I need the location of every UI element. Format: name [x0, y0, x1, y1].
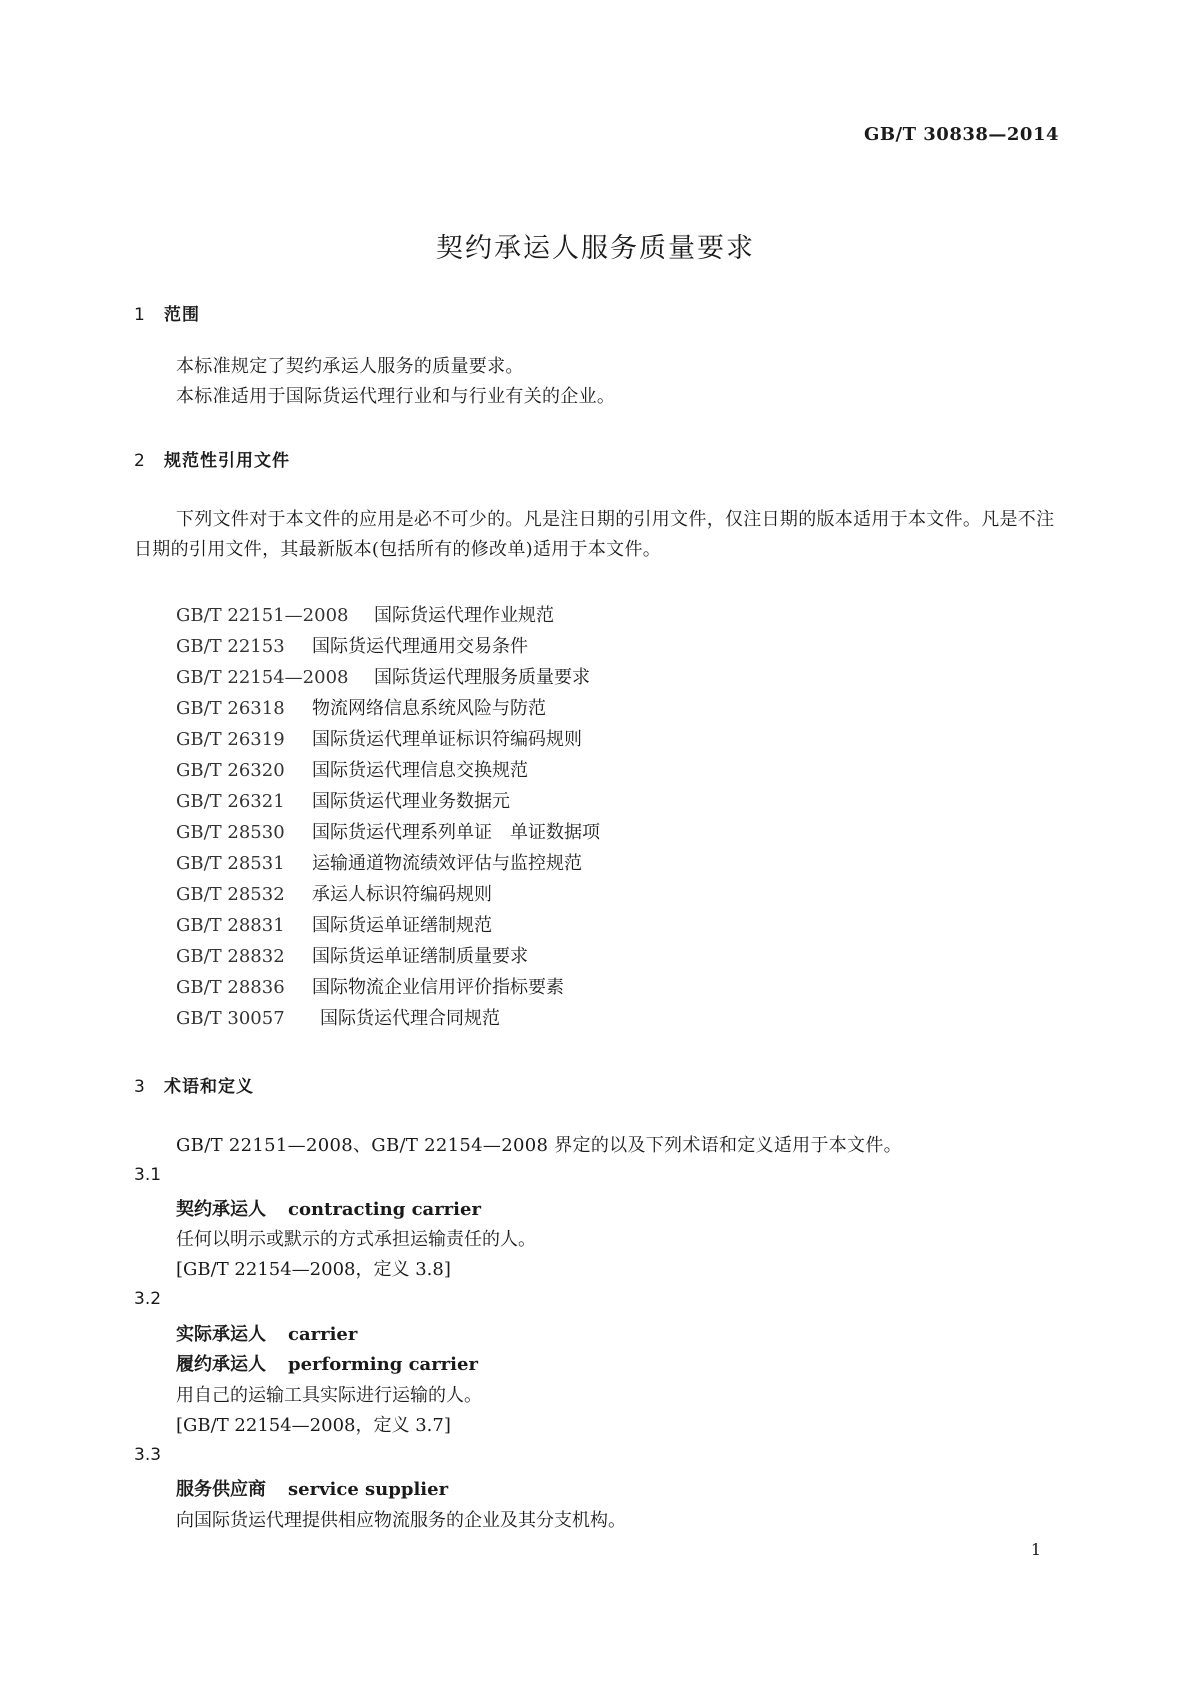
reference-title: 国际货运代理信息交换规范 — [312, 760, 528, 781]
term-name-zh: 契约承运人 — [176, 1199, 266, 1220]
reference-title: 国际货运代理合同规范 — [320, 1008, 500, 1029]
term-name-en: performing carrier — [288, 1354, 478, 1375]
term-name-zh: 实际承运人 — [176, 1324, 266, 1345]
reference-code: GB/T 26318 — [176, 698, 285, 719]
term-definition: 任何以明示或默示的方式承担运输责任的人。 — [176, 1229, 536, 1250]
reference-code: GB/T 22154—2008 — [176, 667, 349, 688]
reference-code: GB/T 28832 — [176, 946, 285, 967]
section-number: 2 — [134, 451, 146, 471]
reference-item — [176, 755, 600, 786]
reference-item — [176, 693, 600, 724]
term-definition: 用自己的运输工具实际进行运输的人。 — [176, 1385, 482, 1406]
reference-title: 物流网络信息系统风险与防范 — [312, 698, 546, 719]
reference-item — [176, 631, 600, 662]
section-number: 1 — [134, 305, 146, 325]
terms-intro: GB/T 22151—2008、GB/T 22154—2008 界定的以及下列术语和定义适用于本文件。 — [176, 1135, 902, 1156]
section-number: 3 — [134, 1077, 146, 1097]
reference-title: 国际货运代理作业规范 — [374, 605, 554, 626]
reference-item — [176, 972, 600, 1003]
reference-item — [176, 910, 600, 941]
reference-code: GB/T 26321 — [176, 791, 285, 812]
term-name — [176, 1195, 481, 1221]
normative-refs-intro: 下列文件对于本文件的应用是必不可少的。凡是注日期的引用文件，仅注日期的版本适用于本文件。凡是不注日期的引用文件，其最新版本(包括所有的修改单)适用于本文件。 — [134, 509, 1055, 560]
term-number: 3.2 — [134, 1289, 162, 1309]
reference-title: 国际货运代理通用交易条件 — [312, 636, 528, 657]
reference-item — [176, 879, 600, 910]
reference-title: 国际货运代理系列单证 单证数据项 — [312, 822, 600, 843]
reference-title: 国际货运单证缮制质量要求 — [312, 946, 528, 967]
section-title: 范围 — [164, 305, 200, 325]
reference-title: 国际货运代理服务质量要求 — [374, 667, 590, 688]
term-name — [176, 1350, 478, 1376]
scope-paragraph-1: 本标准规定了契约承运人服务的质量要求。 — [176, 356, 524, 377]
reference-title: 国际物流企业信用评价指标要素 — [312, 977, 564, 998]
reference-item — [176, 600, 600, 631]
term-name-zh: 履约承运人 — [176, 1354, 266, 1375]
term-name — [176, 1475, 448, 1501]
standard-code: GB/T 30838—2014 — [863, 124, 1059, 145]
reference-code: GB/T 28836 — [176, 977, 285, 998]
section-heading-scope — [134, 300, 200, 325]
reference-item — [176, 662, 600, 693]
reference-item — [176, 817, 600, 848]
reference-item — [176, 786, 600, 817]
term-number: 3.3 — [134, 1445, 162, 1465]
reference-title: 运输通道物流绩效评估与监控规范 — [312, 853, 582, 874]
section-title: 规范性引用文件 — [164, 451, 290, 471]
section-title: 术语和定义 — [164, 1077, 254, 1097]
section-heading-normative-refs — [134, 446, 290, 471]
section-heading-terms — [134, 1072, 254, 1097]
reference-code: GB/T 28531 — [176, 853, 285, 874]
term-name-zh: 服务供应商 — [176, 1479, 266, 1500]
reference-item — [176, 1003, 600, 1034]
reference-title: 国际货运代理业务数据元 — [312, 791, 510, 812]
document-title: 契约承运人服务质量要求 — [436, 233, 755, 264]
reference-code: GB/T 22153 — [176, 636, 285, 657]
term-source: [GB/T 22154—2008，定义 3.8] — [176, 1259, 451, 1280]
reference-code: GB/T 28530 — [176, 822, 285, 843]
reference-item — [176, 941, 600, 972]
term-number: 3.1 — [134, 1165, 162, 1185]
term-source: [GB/T 22154—2008，定义 3.7] — [176, 1415, 451, 1436]
term-definition: 向国际货运代理提供相应物流服务的企业及其分支机构。 — [176, 1510, 626, 1531]
reference-title: 国际货运单证缮制规范 — [312, 915, 492, 936]
reference-title: 国际货运代理单证标识符编码规则 — [312, 729, 582, 750]
term-name-en: carrier — [288, 1324, 358, 1345]
reference-code: GB/T 26319 — [176, 729, 285, 750]
reference-code: GB/T 28831 — [176, 915, 285, 936]
reference-list — [176, 600, 600, 1034]
reference-code: GB/T 22151—2008 — [176, 605, 349, 626]
term-name-en: service supplier — [288, 1479, 449, 1500]
reference-code: GB/T 26320 — [176, 760, 285, 781]
reference-code: GB/T 30057 — [176, 1008, 285, 1029]
reference-item — [176, 848, 600, 879]
scope-paragraph-2: 本标准适用于国际货运代理行业和与行业有关的企业。 — [176, 386, 616, 407]
term-name — [176, 1320, 357, 1346]
reference-code: GB/T 28532 — [176, 884, 285, 905]
reference-item — [176, 724, 600, 755]
term-name-en: contracting carrier — [288, 1199, 481, 1220]
page-number: 1 — [1030, 1540, 1041, 1559]
reference-title: 承运人标识符编码规则 — [312, 884, 492, 905]
